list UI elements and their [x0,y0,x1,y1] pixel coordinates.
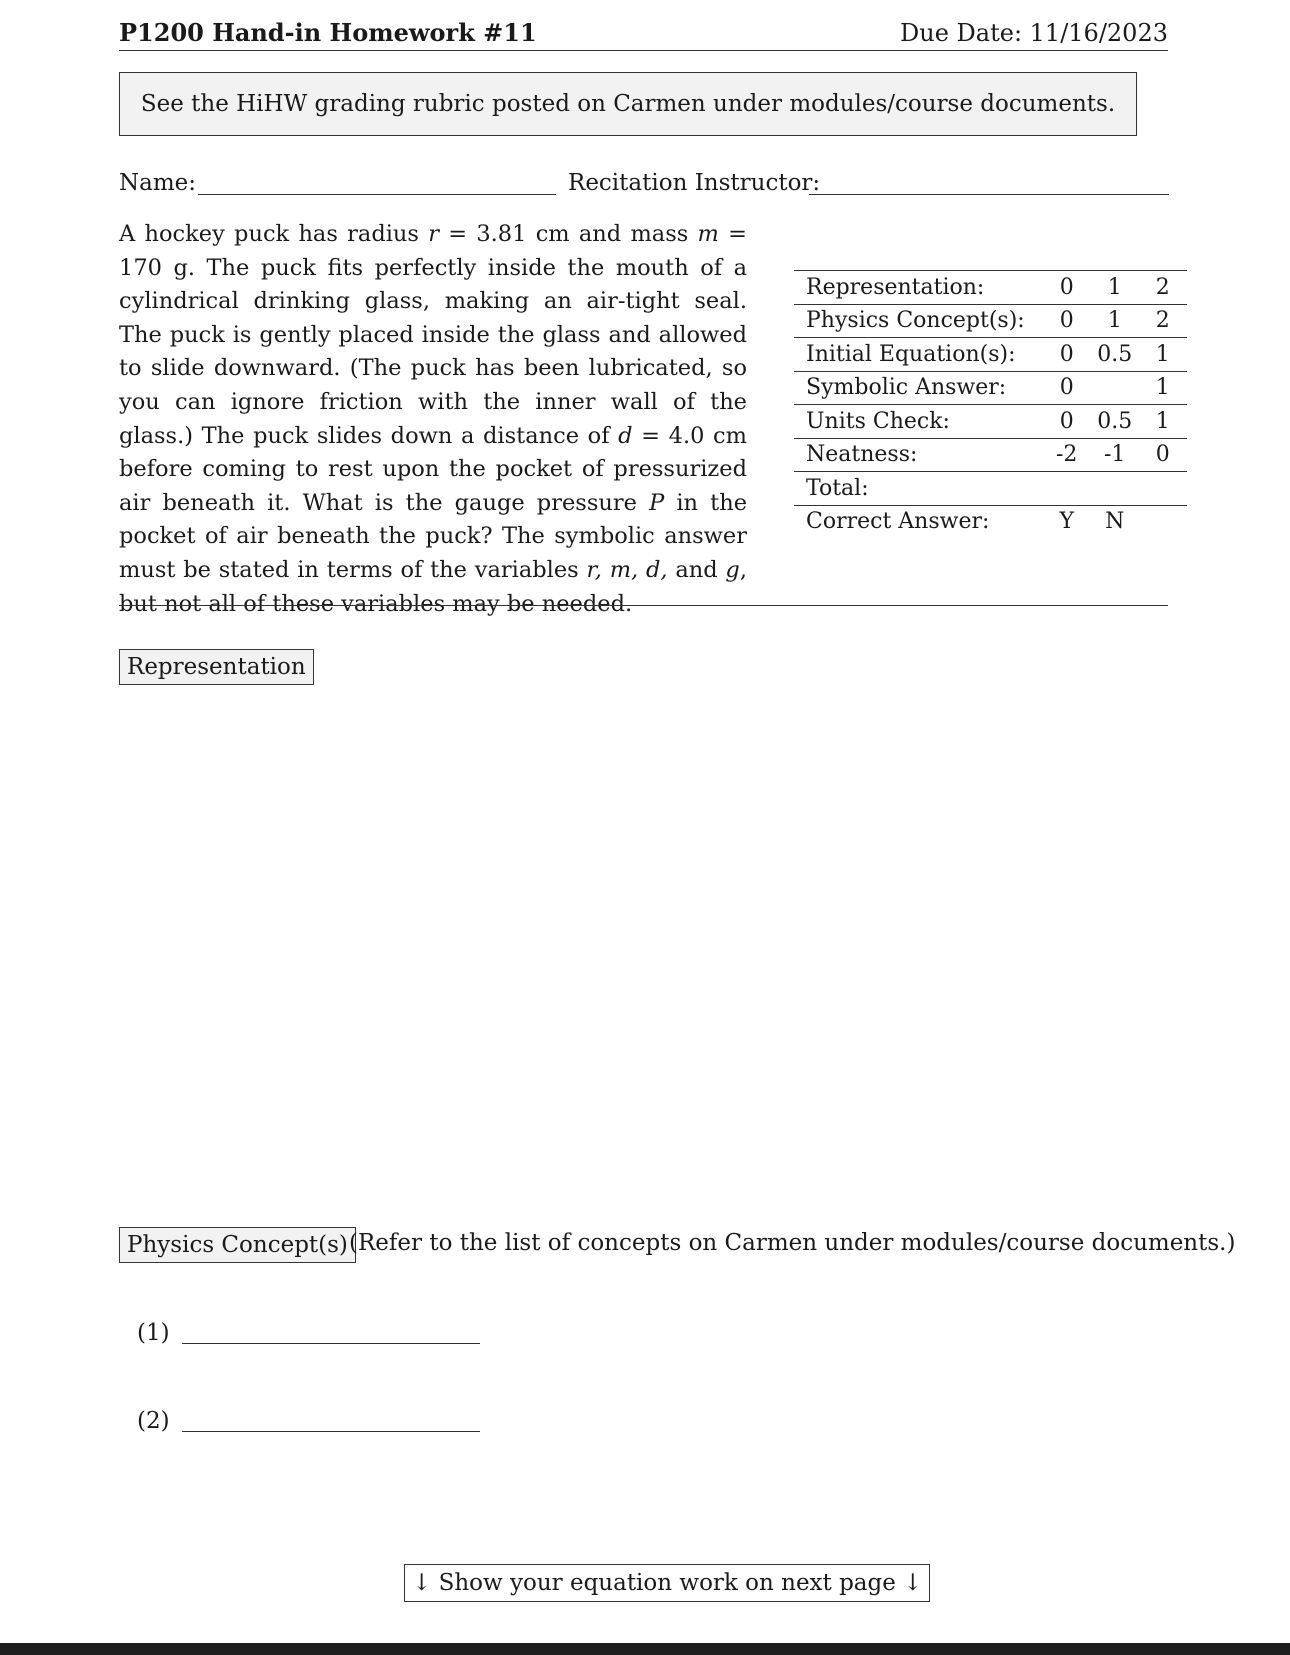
rubric-score [1091,472,1139,506]
page-title: P1200 Hand-in Homework #11 [119,18,537,47]
table-row [794,271,1187,305]
rubric-score: 1 [1155,341,1170,367]
table-row [794,438,1187,472]
rubric-notice-text: See the HiHW grading rubric posted on Carmen under modules/course documents. [140,91,1116,117]
recitation-instructor-field-line[interactable] [809,194,1169,195]
rubric-score [1139,505,1187,538]
table-row [794,338,1187,372]
rubric-label: Representation: [806,274,985,300]
next-page-notice: ↓ Show your equation work on next page ↓ [404,1564,930,1602]
recitation-instructor-label: Recitation Instructor: [568,170,821,196]
table-row [794,304,1187,338]
rubric-score: -1 [1104,442,1126,468]
rubric-score: 2 [1155,308,1170,334]
rubric-notice-box [119,72,1137,136]
rubric-score: Y [1059,509,1074,535]
rubric-score: 1 [1107,274,1122,300]
table-row [794,405,1187,439]
name-field-line[interactable] [198,194,556,195]
rubric-score: 1 [1107,308,1122,334]
table-row [794,371,1187,405]
rubric-score: 0 [1059,274,1074,300]
rubric-label: Total: [806,475,869,501]
rubric-score: 0 [1059,408,1074,434]
rubric-score [1091,371,1139,405]
name-label: Name: [119,170,197,196]
rubric-label: Correct Answer: [806,509,990,535]
due-date: Due Date: 11/16/2023 [900,19,1168,47]
section-divider [119,605,1168,606]
rubric-score: 0.5 [1097,408,1133,434]
rubric-score: -2 [1056,442,1078,468]
representation-heading: Representation [119,649,314,685]
rubric-score: 0 [1059,375,1074,401]
rubric-score: 0 [1155,442,1170,468]
rubric-score: 1 [1155,408,1170,434]
rubric-label: Initial Equation(s): [806,341,1016,367]
concept-item-2-line[interactable] [182,1431,480,1432]
concept-item-2-label: (2) [137,1408,170,1434]
table-row [794,505,1187,538]
rubric-score: 0 [1059,341,1074,367]
concept-item-1-line[interactable] [182,1343,480,1344]
header-rule [119,50,1168,51]
bottom-bar [0,1643,1290,1655]
physics-concepts-heading: Physics Concept(s) [119,1227,356,1263]
rubric-score [1139,472,1187,506]
physics-concepts-note: (Refer to the list of concepts on Carmen under modules/course documents.) [349,1230,1236,1256]
rubric-score: 0 [1059,308,1074,334]
table-row [794,472,1187,506]
problem-statement: A hockey puck has radius r = 3.81 cm and mass m = 170 g. The puck fits perfectly inside the mouth of a cylindrical drinking glass, making an air-tight seal. The puck is gently placed inside the glass and allowed to slide downward. (The puck has been lubricated, so you can ignore friction with the inner wall of the glass.) The puck slides down a distance of d = 4.0 cm before coming to rest upon the pocket of pressurized air beneath it. What is the gauge pressure P in the pocket of air beneath the puck? The symbolic answer must be stated in terms of the variables r, m, d, and g, but not all of these variables may be needed. [119,221,748,617]
concept-item-1-label: (1) [137,1320,170,1346]
rubric-label: Physics Concept(s): [806,308,1025,334]
rubric-score: 2 [1155,274,1170,300]
rubric-label: Symbolic Answer: [806,375,1007,401]
rubric-score: 1 [1155,375,1170,401]
rubric-score: N [1105,509,1125,535]
rubric-score [1043,472,1091,506]
grading-rubric-table [794,270,1187,538]
rubric-label: Neatness: [806,442,918,468]
rubric-score: 0.5 [1097,341,1133,367]
rubric-label: Units Check: [806,408,950,434]
